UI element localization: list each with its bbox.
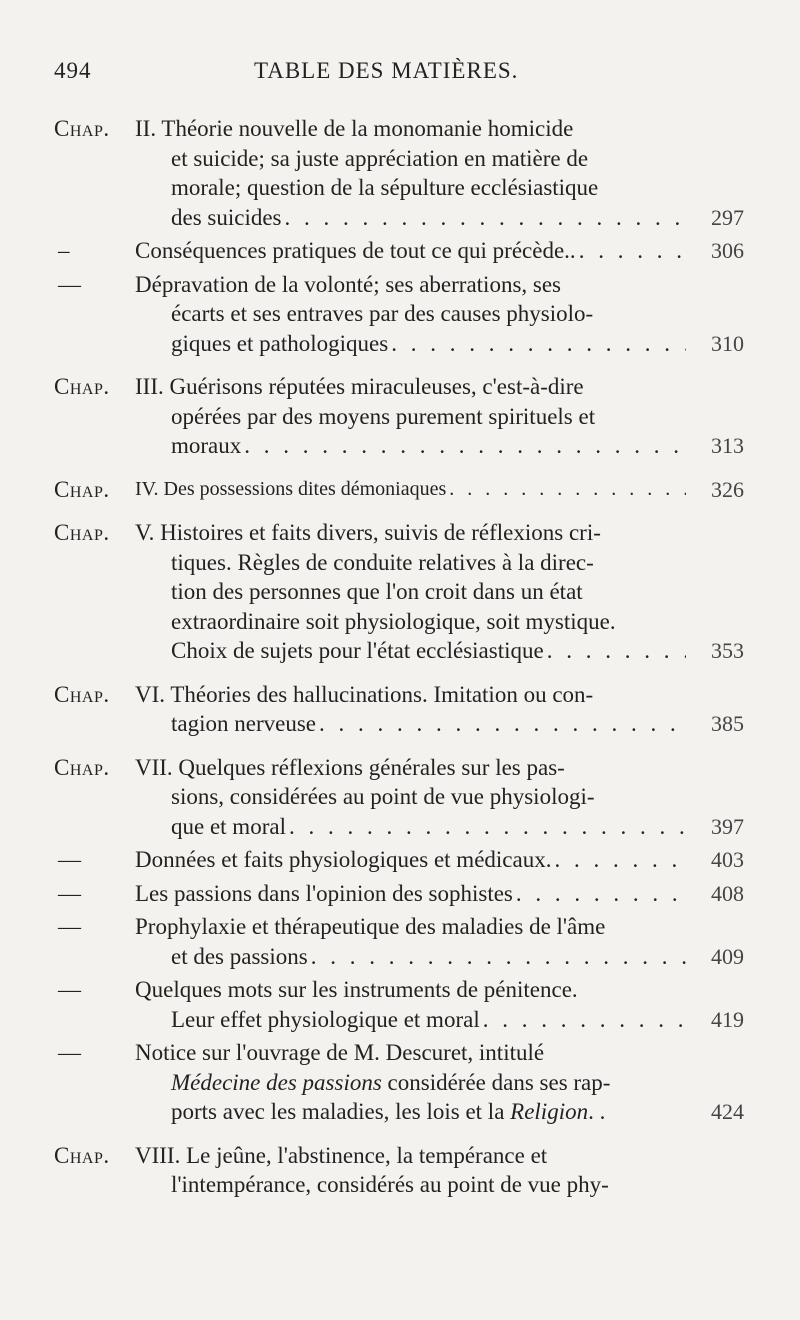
entry-line: sions, considérées au point de vue physiologi- xyxy=(171,784,595,809)
toc-entry xyxy=(54,912,744,971)
entry-last-line: Conséquences pratiques de tout ce qui précède.. xyxy=(135,238,576,263)
dot-leader xyxy=(391,329,686,359)
dot-leader xyxy=(516,879,686,909)
entry-last-line: Choix de sujets pour l'état ecclésiastique xyxy=(171,638,544,663)
toc-entry xyxy=(54,845,744,875)
entry-page: 297 xyxy=(711,204,744,230)
entry-line: Notice sur l'ouvrage de M. Descuret, intitulé xyxy=(135,1040,545,1065)
entry-last-line: ports avec les maladies, les lois et la Religion. . xyxy=(171,1099,606,1124)
toc-entry xyxy=(54,270,744,359)
toc-entry xyxy=(54,518,744,666)
dot-leader xyxy=(449,475,686,505)
entry-page: 408 xyxy=(711,880,744,906)
toc-entry xyxy=(54,114,744,232)
entry-last-line: que et moral xyxy=(171,813,286,839)
entry-line: VI. Théories des hallucinations. Imitation ou con- xyxy=(135,681,594,707)
entry-label: Chap. xyxy=(54,754,110,780)
entry-label: – xyxy=(58,238,70,263)
entry-line: Médecine des passions considérée dans ses rap- xyxy=(171,1069,611,1095)
entry-last-line: IV. Des possessions dites démoniaques xyxy=(135,477,447,500)
entry-last-line: tagion nerveuse xyxy=(171,711,316,736)
toc-entry xyxy=(54,1141,744,1200)
entry-page: 310 xyxy=(711,330,744,356)
entry-page: 353 xyxy=(711,638,744,663)
toc-entry xyxy=(54,236,744,266)
entry-line: III. Guérisons réputées miraculeuses, c'est-à-dire xyxy=(135,374,584,399)
entry-label: — xyxy=(58,847,82,872)
dot-leader xyxy=(579,236,686,266)
entry-line: opérées par des moyens purement spirituels et xyxy=(171,403,596,429)
entry-line: Dépravation de la volonté; ses aberrations, ses xyxy=(135,271,562,297)
page-header xyxy=(54,58,744,98)
dot-leader xyxy=(289,812,686,842)
entry-line: VII. Quelques réflexions générales sur les pas- xyxy=(135,754,565,780)
entry-line: écarts et ses entraves par des causes physiolo- xyxy=(171,301,594,326)
toc-entry xyxy=(54,879,744,909)
dot-leader xyxy=(311,942,686,972)
toc-entry xyxy=(54,475,744,505)
table-of-contents xyxy=(54,114,744,1214)
entry-page: 409 xyxy=(711,943,744,969)
entry-label: Chap. xyxy=(54,1142,110,1168)
dot-leader xyxy=(547,636,686,666)
entry-line: VIII. Le jeûne, l'abstinence, la tempérance et xyxy=(135,1142,548,1168)
entry-page: 424 xyxy=(711,1099,744,1124)
entry-label: — xyxy=(58,271,82,297)
entry-label: Chap. xyxy=(54,476,110,502)
dot-leader xyxy=(483,1005,686,1035)
toc-entry xyxy=(54,753,744,842)
toc-entry xyxy=(54,372,744,461)
dot-leader xyxy=(319,709,686,739)
page-number: 494 xyxy=(54,58,92,83)
entry-line: morale; question de la sépulture ecclésiastique xyxy=(171,175,599,200)
entry-label: — xyxy=(58,977,82,1002)
entry-label: Chap. xyxy=(54,116,110,141)
toc-entry xyxy=(54,680,744,739)
entry-label: Chap. xyxy=(54,681,110,707)
entry-line: Prophylaxie et thérapeutique des maladies de l'âme xyxy=(135,914,606,939)
entry-last-line: Les passions dans l'opinion des sophistes xyxy=(135,880,513,906)
dot-leader xyxy=(554,845,686,875)
dot-leader xyxy=(285,203,686,233)
entry-last-line: et des passions xyxy=(171,943,308,969)
entry-last-line: moraux xyxy=(171,433,242,458)
entry-line: extraordinaire soit physiologique, soit mystique. xyxy=(171,608,616,634)
entry-line: Quelques mots sur les instruments de pénitence. xyxy=(135,977,578,1002)
entry-page: 326 xyxy=(711,476,744,502)
entry-page: 419 xyxy=(711,1006,744,1032)
entry-line: II. Théorie nouvelle de la monomanie homicide xyxy=(135,116,574,141)
entry-line: tiques. Règles de conduite relatives à la direc- xyxy=(171,549,594,575)
entry-last-line: Données et faits physiologiques et médicaux. xyxy=(135,847,552,872)
entry-last-line: Leur effet physiologique et moral xyxy=(171,1006,480,1032)
toc-entry xyxy=(54,1038,744,1127)
dot-leader xyxy=(244,431,686,461)
entry-page: 397 xyxy=(711,813,744,839)
entry-page: 403 xyxy=(711,847,744,872)
entry-label: — xyxy=(58,880,82,906)
entry-line: V. Histoires et faits divers, suivis de réflexions cri- xyxy=(135,520,601,545)
running-title: TABLE DES MATIÈRES. xyxy=(254,58,519,83)
italic-title: Médecine des passions xyxy=(171,1069,382,1095)
entry-page: 313 xyxy=(711,433,744,458)
italic-religion: Religion xyxy=(510,1099,589,1124)
entry-page: 385 xyxy=(711,711,744,736)
entry-line: l'intempérance, considérés au point de vue phy- xyxy=(171,1172,609,1197)
entry-label: — xyxy=(58,914,82,939)
entry-line: et suicide; sa juste appréciation en matière de xyxy=(171,145,589,171)
entry-last-line: des suicides xyxy=(171,204,282,230)
toc-entry xyxy=(54,975,744,1034)
entry-page: 306 xyxy=(711,238,744,263)
entry-label: — xyxy=(58,1040,82,1065)
entry-label: Chap. xyxy=(54,374,110,399)
entry-label: Chap. xyxy=(54,520,110,545)
entry-line: tion des personnes que l'on croit dans un état xyxy=(171,579,583,604)
entry-last-line: giques et pathologiques xyxy=(171,330,389,356)
